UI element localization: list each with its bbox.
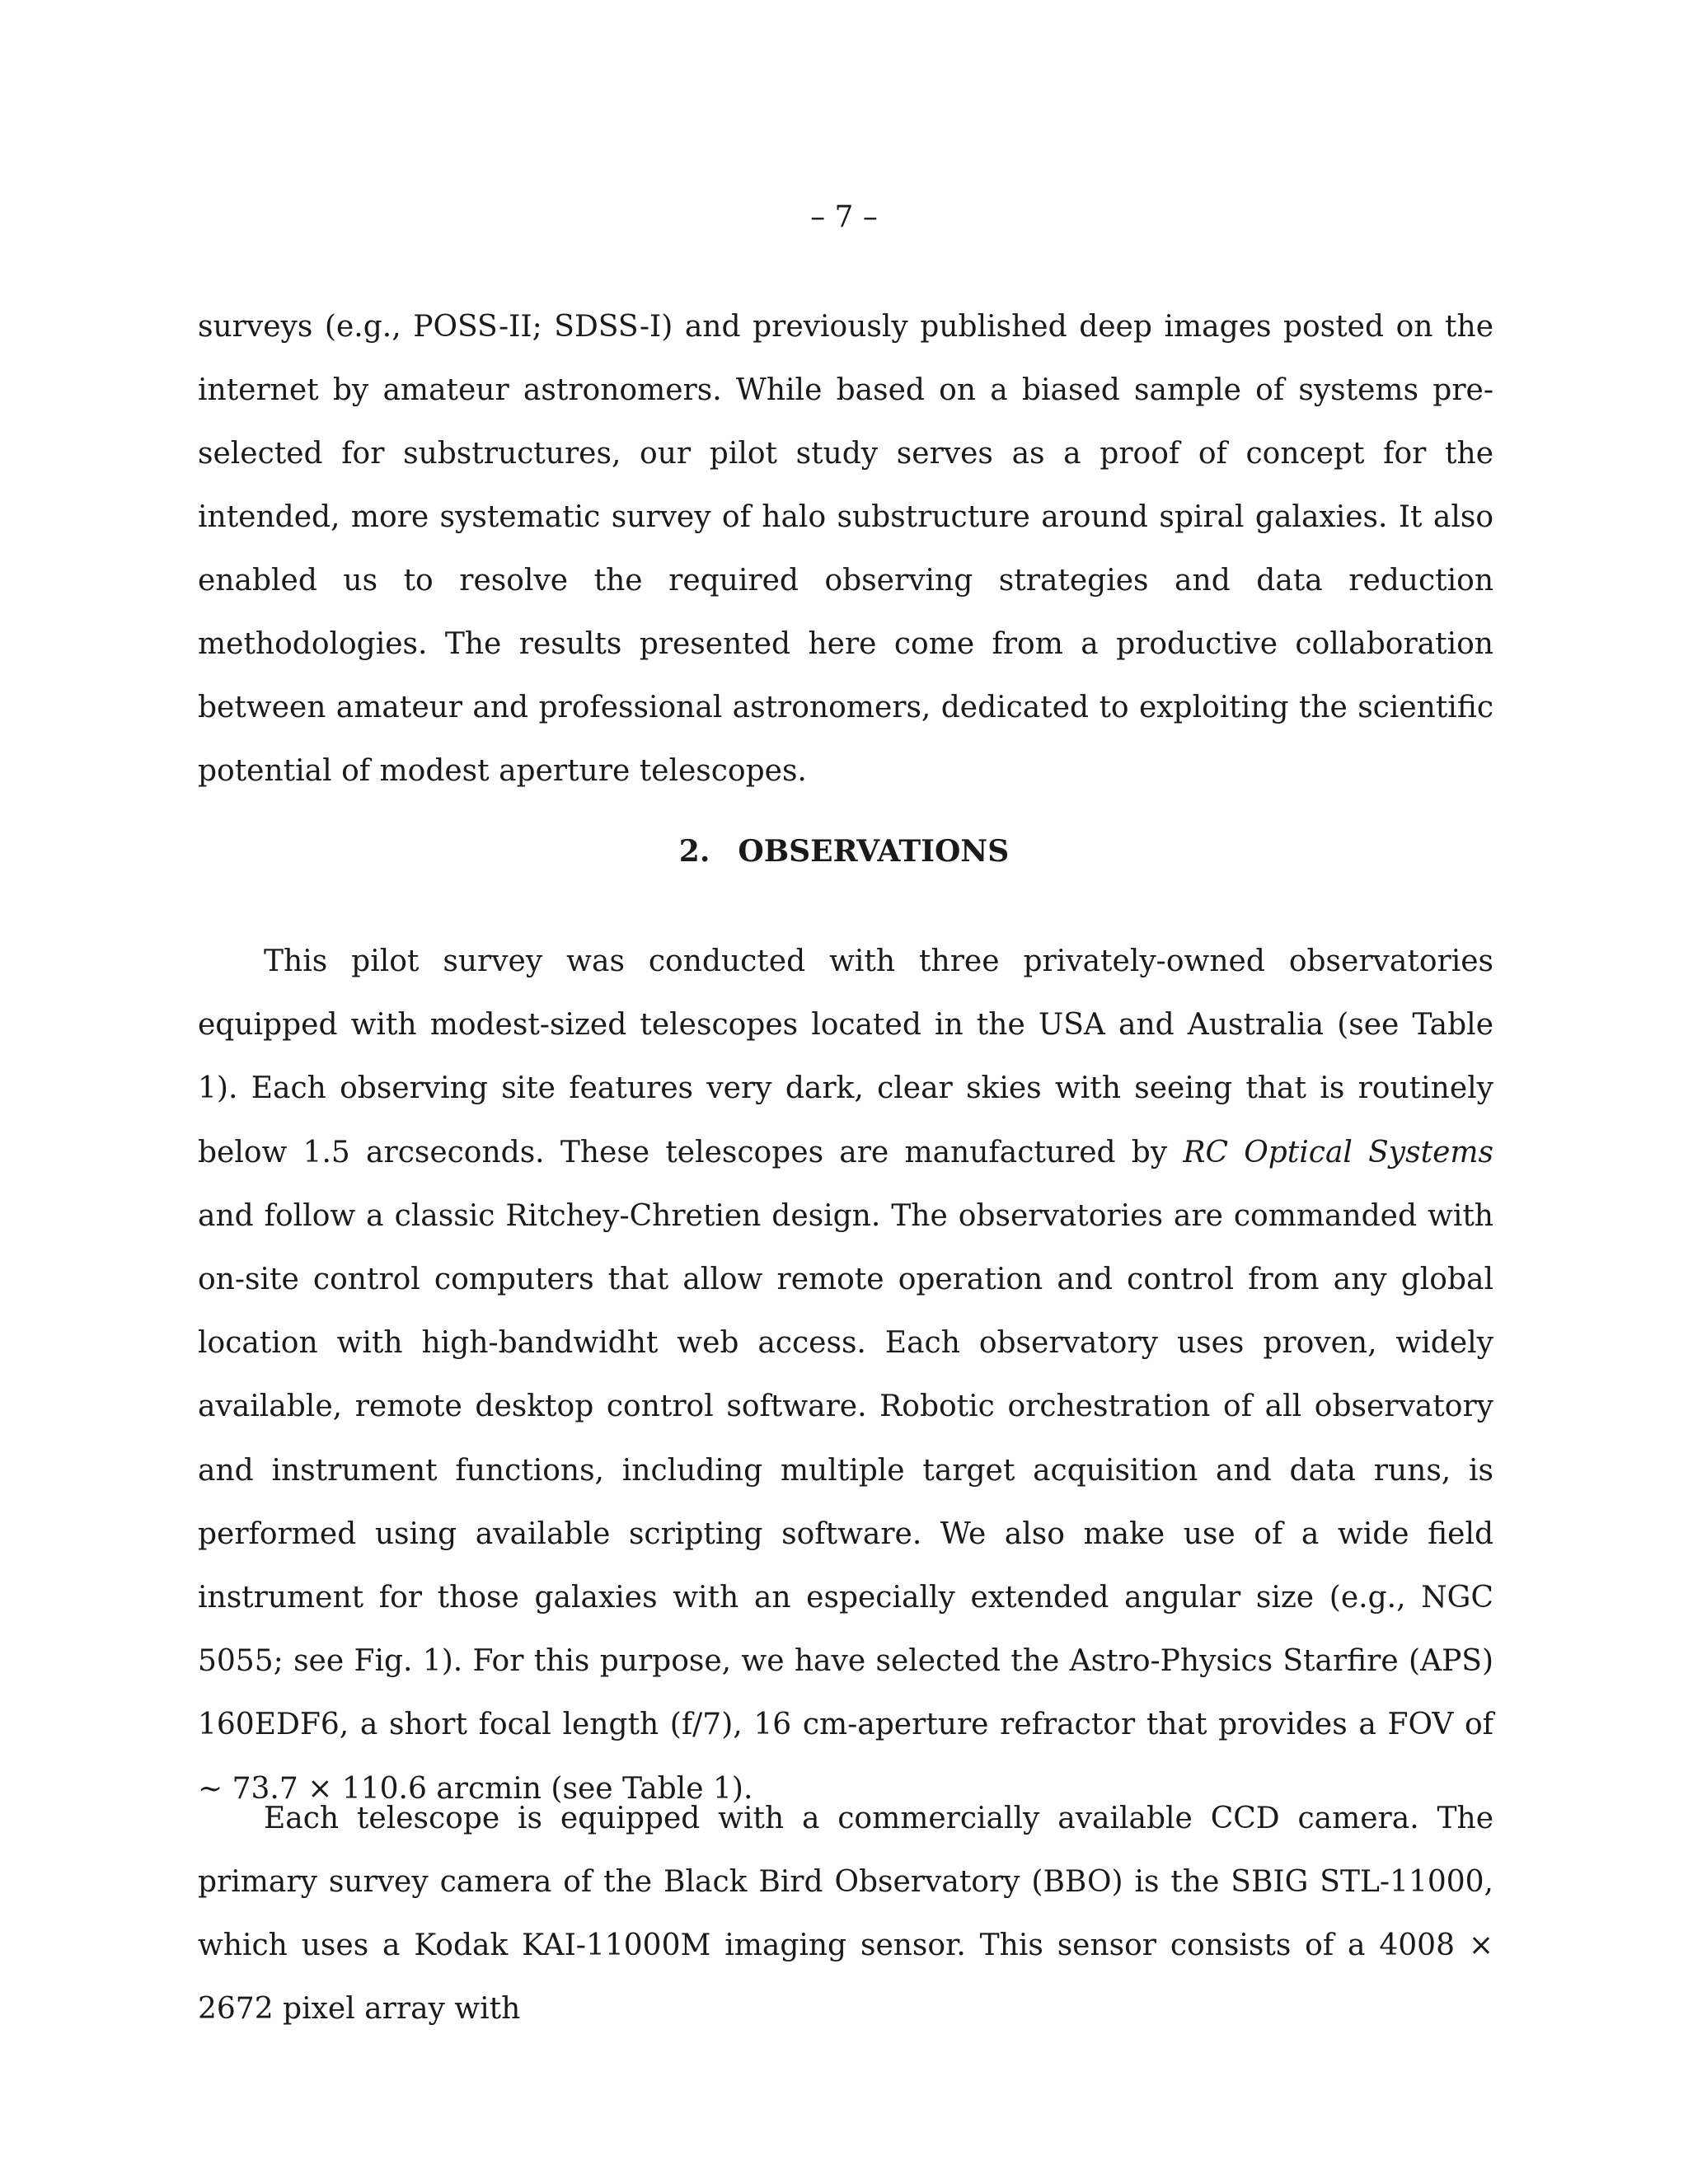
- page-number: – 7 –: [810, 200, 878, 234]
- intro-paragraph: [198, 295, 1493, 803]
- observations-text-after-italic: and follow a classic Ritchey-Chretien design. The observatories are commanded with on-site control computers that allow remote operation and control from any global location with high-bandwidht web access. Each observatory uses proven, widely available, remote desktop control software. Robotic orchestration of all observatory and instrument functions, including multiple target acquisition and data runs, is performed using available scripting software. We also make use of a wide field instrument for those galaxies with an especially extended angular size (e.g., NGC 5055; see Fig. 1). For this purpose, we have selected the Astro-Physics Starfire (APS) 160EDF6, a short focal length (f/7), 16 cm-aperture refractor that provides a FOV of ∼ 73.7 × 110.6 arcmin (see Table 1).: [198, 1198, 1493, 1806]
- section-heading: [0, 832, 1688, 871]
- observations-paragraph-1-text: [198, 930, 1493, 1821]
- section-number: 2.: [678, 834, 710, 869]
- manufacturer-name: RC Optical Systems: [1183, 1135, 1493, 1169]
- intro-paragraph-text: surveys (e.g., POSS-II; SDSS-I) and previously published deep images posted on the internet by amateur astronomers. While based on a biased sample of systems pre-selected for substructures, our pilot study serves as a proof of concept for the intended, more systematic survey of halo substructure around spiral galaxies. It also enabled us to resolve the required observing strategies and data reduction methodologies. The results presented here come from a productive collaboration between amateur and professional astronomers, dedicated to exploiting the scientific potential of modest aperture telescopes.: [198, 310, 1493, 788]
- observations-paragraph-2-text: Each telescope is equipped with a commercially available CCD camera. The primary survey camera of the Black Bird Observatory (BBO) is the SBIG STL-11000, which uses a Kodak KAI-11000M imaging sensor. This sensor consists of a 4008 × 2672 pixel array with: [198, 1802, 1493, 2026]
- observations-paragraph-1: [198, 930, 1493, 1821]
- section-title: OBSERVATIONS: [738, 834, 1010, 869]
- observations-paragraph-2: [198, 1787, 1493, 2041]
- observations-text-before-italic: This pilot survey was conducted with three privately-owned observatories equipped with modest-sized telescopes located in the USA and Australia (see Table 1). Each observing site features very dark, clear skies with seeing that is routinely below 1.5 arcseconds. These telescopes are manufactured by: [198, 944, 1493, 1169]
